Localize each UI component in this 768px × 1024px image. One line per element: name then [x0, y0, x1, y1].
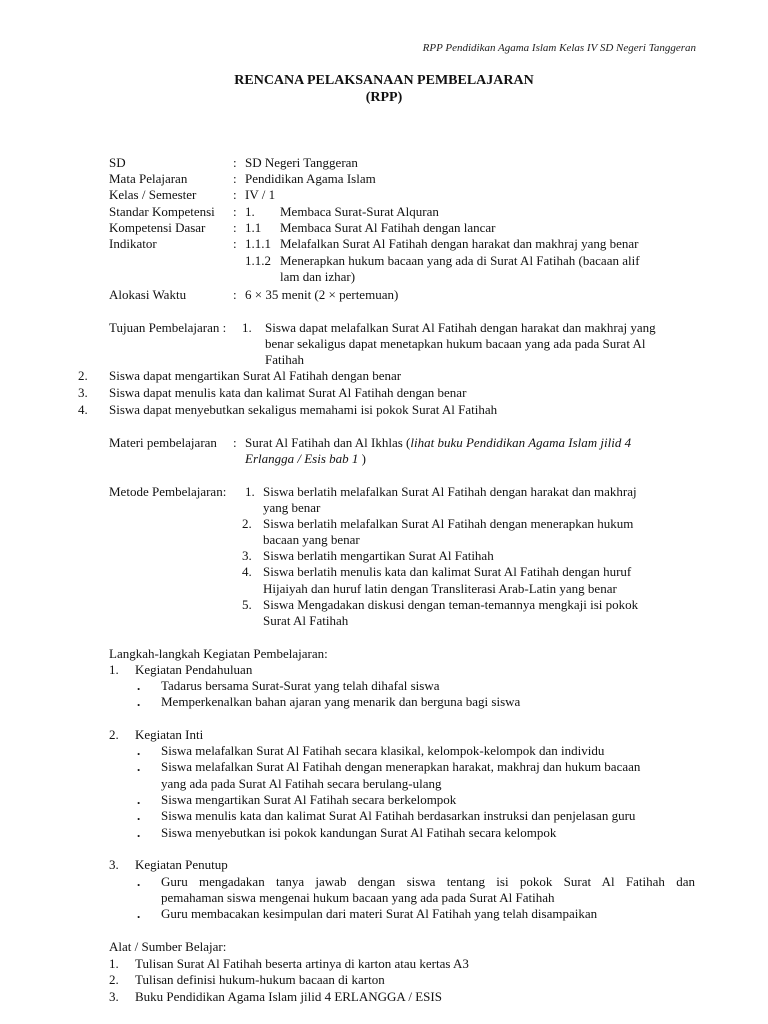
tujuan-text-4: Siswa dapat menyebutkan sekaligus memahami isi pokok Surat Al Fatihah — [109, 402, 498, 417]
kegiatan-3-num: 3. — [109, 857, 119, 872]
colon: : — [233, 287, 237, 302]
kegiatan-2-item-3: Siswa mengartikan Surat Al Fatihah secara berkelompok — [161, 792, 457, 807]
colon: : — [233, 220, 237, 235]
doc-title-rpp: (RPP) — [365, 90, 403, 105]
indikator-2-num: 1.1.2 — [245, 253, 271, 268]
kelas-value: IV / 1 — [245, 187, 276, 202]
bullet-icon: . — [137, 743, 141, 758]
metode-label: Metode Pembelajaran: — [109, 484, 227, 499]
metode-num-1: 1. — [245, 484, 255, 499]
alokasi-value: 6 × 35 menit (2 × pertemuan) — [245, 287, 399, 302]
bullet-icon: . — [137, 678, 141, 693]
tujuan-label: Tujuan Pembelajaran : — [109, 320, 227, 335]
alat-item-3: Buku Pendidikan Agama Islam jilid 4 ERLANGGA / ESIS — [135, 989, 442, 1004]
metode-text-1-cont: yang benar — [263, 500, 321, 515]
indikator-1-text: Melafalkan Surat Al Fatihah dengan harakat dan makhraj yang benar — [280, 236, 639, 251]
metode-num-4: 4. — [242, 564, 252, 579]
alat-num-3: 3. — [109, 989, 119, 1004]
alat-heading: Alat / Sumber Belajar: — [109, 939, 227, 954]
tujuan-text-2: Siswa dapat mengartikan Surat Al Fatihah dengan benar — [109, 368, 402, 383]
kegiatan-2-item-2: Siswa melafalkan Surat Al Fatihah dengan menerapkan harakat, makhraj dan hukum bacaan — [161, 759, 641, 774]
metode-num-5: 5. — [242, 597, 252, 612]
metode-text-5: Siswa Mengadakan diskusi dengan teman-temannya mengkaji isi pokok — [263, 597, 639, 612]
bullet-icon: . — [137, 874, 141, 889]
doc-title: RENCANA PELAKSANAAN PEMBELAJARAN — [234, 73, 534, 88]
kegiatan-3-item-2: Guru membacakan kesimpulan dari materi Surat Al Fatihah yang telah disampaikan — [161, 906, 598, 921]
colon: : — [233, 155, 237, 170]
kegiatan-3-title: Kegiatan Penutup — [135, 857, 228, 872]
materi-book-ref: lihat buku Pendidikan Agama Islam jilid 4 — [410, 435, 632, 450]
alat-num-2: 2. — [109, 972, 119, 987]
alat-num-1: 1. — [109, 956, 119, 971]
bullet-icon: . — [137, 759, 141, 774]
kegiatan-3-item-1: Guru mengadakan tanya jawab dengan siswa tentang isi pokok Surat Al Fatihah dan — [161, 874, 695, 889]
metode-num-3: 3. — [242, 548, 252, 563]
sd-label: SD — [109, 155, 126, 170]
indikator-2-text-cont: lam dan izhar) — [280, 269, 356, 284]
alokasi-label: Alokasi Waktu — [109, 287, 187, 302]
colon: : — [233, 171, 237, 186]
colon: : — [233, 204, 237, 219]
tujuan-text-3: Siswa dapat menulis kata dan kalimat Surat Al Fatihah dengan benar — [109, 385, 467, 400]
colon: : — [233, 236, 237, 251]
kegiatan-2-item-4: Siswa menulis kata dan kalimat Surat Al Fatihah berdasarkan instruksi dan penjelasan guru — [161, 808, 636, 823]
kegiatan-2-title: Kegiatan Inti — [135, 727, 204, 742]
kelas-label: Kelas / Semester — [109, 187, 197, 202]
kegiatan-2-item-5: Siswa menyebutkan isi pokok kandungan Surat Al Fatihah secara kelompok — [161, 825, 557, 840]
bullet-icon: . — [137, 906, 141, 921]
kegiatan-2-item-2-cont: yang ada pada Surat Al Fatihah secara berulang-ulang — [161, 776, 442, 791]
alat-item-1: Tulisan Surat Al Fatihah beserta artinya di karton atau kertas A3 — [135, 956, 469, 971]
materi-label: Materi pembelajaran — [109, 435, 217, 450]
sk-value: Membaca Surat-Surat Alquran — [280, 204, 439, 219]
materi-close: ) — [358, 451, 366, 466]
tujuan-text-1-cont: benar sekaligus dapat menetapkan hukum bacaan yang ada pada Surat Al — [265, 336, 646, 351]
metode-text-3: Siswa berlatih mengartikan Surat Al Fatihah — [263, 548, 494, 563]
sk-num: 1. — [245, 204, 255, 219]
bullet-icon: . — [137, 808, 141, 823]
metode-num-2: 2. — [242, 516, 252, 531]
mapel-value: Pendidikan Agama Islam — [245, 171, 376, 186]
kegiatan-1-item-2: Memperkenalkan bahan ajaran yang menarik dan berguna bagi siswa — [161, 694, 521, 709]
kegiatan-1-num: 1. — [109, 662, 119, 677]
materi-text-cont — [245, 451, 366, 467]
tujuan-num-2: 2. — [78, 368, 88, 383]
header-note: RPP Pendidikan Agama Islam Kelas IV SD Negeri Tanggeran — [422, 42, 696, 54]
bullet-icon: . — [137, 825, 141, 840]
metode-text-4-cont: Hijaiyah dan huruf latin dengan Transliterasi Arab-Latin yang benar — [263, 581, 617, 596]
kd-label: Kompetensi Dasar — [109, 220, 206, 235]
materi-book-ref-cont: Erlangga / Esis bab 1 — [245, 451, 359, 466]
metode-text-2-cont: bacaan yang benar — [263, 532, 360, 547]
sd-value: SD Negeri Tanggeran — [245, 155, 358, 170]
metode-text-4: Siswa berlatih menulis kata dan kalimat Surat Al Fatihah dengan huruf — [263, 564, 632, 579]
kegiatan-2-item-1: Siswa melafalkan Surat Al Fatihah secara klasikal, kelompok-kelompok dan individu — [161, 743, 605, 758]
mapel-label: Mata Pelajaran — [109, 171, 188, 186]
materi-plain: Surat Al Fatihah dan Al Ikhlas ( — [245, 435, 411, 450]
indikator-label: Indikator — [109, 236, 157, 251]
alat-item-2: Tulisan definisi hukum-hukum bacaan di karton — [135, 972, 385, 987]
kd-value: Membaca Surat Al Fatihah dengan lancar — [280, 220, 496, 235]
sk-label: Standar Kompetensi — [109, 204, 215, 219]
tujuan-text-1: Siswa dapat melafalkan Surat Al Fatihah dengan harakat dan makhraj yang — [265, 320, 656, 335]
colon: : — [233, 435, 237, 450]
indikator-1-num: 1.1.1 — [245, 236, 271, 251]
kegiatan-2-num: 2. — [109, 727, 119, 742]
tujuan-num-3: 3. — [78, 385, 88, 400]
kd-num: 1.1 — [245, 220, 262, 235]
tujuan-text-1-cont2: Fatihah — [265, 352, 304, 367]
bullet-icon: . — [137, 792, 141, 807]
bullet-icon: . — [137, 694, 141, 709]
indikator-2-text: Menerapkan hukum bacaan yang ada di Surat Al Fatihah (bacaan alif — [280, 253, 640, 268]
kegiatan-1-item-1: Tadarus bersama Surat-Surat yang telah dihafal siswa — [161, 678, 440, 693]
metode-text-1: Siswa berlatih melafalkan Surat Al Fatihah dengan harakat dan makhraj — [263, 484, 637, 499]
kegiatan-1-title: Kegiatan Pendahuluan — [135, 662, 253, 677]
tujuan-num-4: 4. — [78, 402, 88, 417]
metode-text-2: Siswa berlatih melafalkan Surat Al Fatihah dengan menerapkan hukum — [263, 516, 634, 531]
metode-text-5-cont: Surat Al Fatihah — [263, 613, 349, 628]
langkah-heading: Langkah-langkah Kegiatan Pembelajaran: — [109, 646, 328, 661]
colon: : — [233, 187, 237, 202]
tujuan-num-1: 1. — [242, 320, 252, 335]
materi-text — [245, 435, 631, 451]
kegiatan-3-item-1-cont: pemahaman siswa mengenai hukum bacaan yang ada pada Surat Al Fatihah — [161, 890, 555, 905]
